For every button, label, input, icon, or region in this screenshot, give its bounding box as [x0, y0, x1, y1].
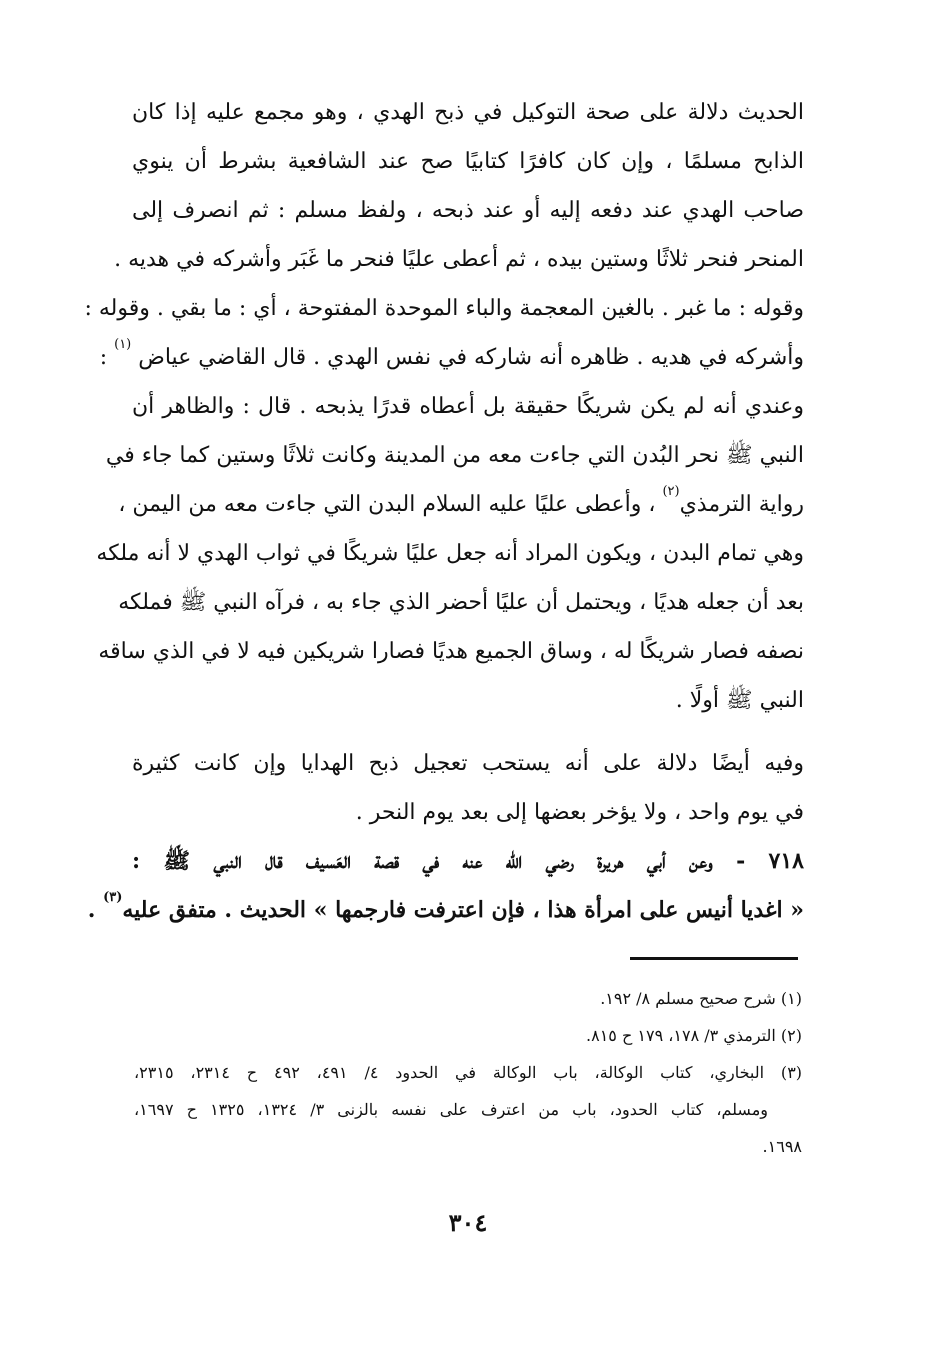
text-line: نصفه فصار شريكًا له ، وساق الجميع هديًا فصارا شريكين فيه لا في الذي ساقه: [98, 639, 804, 664]
text-line: وعندي أنه لم يكن شريكًا حقيقة بل أعطاه قدرًا يذبحه . قال : والظاهر أن: [132, 394, 804, 419]
colon-mark: :: [99, 345, 108, 370]
text-line: وقوله : ما غبر . بالغين المعجمة والباء الموحدة المفتوحة ، أي : ما بقي . وقوله :: [84, 296, 804, 321]
footnote-3-end: ١٦٩٨.: [762, 1137, 802, 1156]
text-line: الحديث دلالة على صحة التوكيل في ذبح الهدي ، وهو مجمع عليه إذا كان: [132, 100, 804, 125]
text-line: النبي ﷺ نحر البُدن التي جاءت معه من المدينة وكانت ثلاثًا وستين كما جاء في: [105, 443, 804, 468]
footnote-3: (٣) البخاري، كتاب الوكالة، باب الوكالة في الحدود ٤/ ٤٩١، ٤٩٢ ح ٢٣١٤، ٢٣١٥،: [134, 1063, 803, 1082]
footnote-marker-1: (١): [114, 336, 132, 352]
page-number: ٣٠٤: [448, 1208, 488, 1237]
text-segment: رواية الترمذي: [679, 492, 804, 517]
text-segment: وأشركه في هديه . ظاهره أنه شاركه في نفس الهدي . قال القاضي عياض: [138, 345, 804, 370]
text-line: في يوم واحد ، ولا يؤخر بعضها إلى بعد يوم النحر .: [355, 800, 804, 825]
text-segment: ، وأعطى عليًا عليه السلام البدن التي جاءت معه من اليمن ،: [118, 492, 656, 517]
footnote-marker-2: (٢): [662, 483, 680, 499]
footnotes: [134, 980, 802, 1165]
text-line: المنحر فنحر ثلاثًا وستين بيده ، ثم أعطى عليًا فنحر ما غَبَر وأشركه في هديه .: [114, 247, 804, 272]
footnote-3-continued: ومسلم، كتاب الحدود، باب من اعترف على نفسه بالزنى ٣/ ١٣٢٤، ١٣٢٥ ح ١٦٩٧،: [134, 1100, 768, 1119]
text-line: وفيه أيضًا دلالة على أنه يستحب تعجيل ذبح الهدايا وإن كانت كثيرة: [132, 751, 804, 776]
text-line: الذابح مسلمًا ، وإن كان كافرًا كتابيًا صح عند الشافعية بشرط أن ينوي: [132, 149, 804, 174]
footnote-marker-3: (٣): [103, 889, 123, 905]
hadith-heading: ٧١٨ - وعن أبي هريرة رضي الله عنه في قصة العَسيف قال النبي ﷺ :: [132, 848, 804, 874]
footnote-divider: [630, 957, 798, 960]
text-line: النبي ﷺ أولًا .: [675, 688, 804, 713]
text-line: صاحب الهدي عند دفعه إليه أو عند ذبحه ، ولفظ مسلم : ثم انصرف إلى: [132, 198, 804, 223]
footnote-1: (١) شرح صحيح مسلم ٨/ ١٩٢.: [600, 989, 802, 1008]
text-line: [99, 333, 804, 382]
text-segment: « اغديا أنيس على امرأة هذا ، فإن اعترفت فارجمها » الحديث . متفق عليه: [122, 897, 804, 923]
text-line: [118, 480, 804, 529]
main-text: [84, 88, 804, 935]
footnote-2: (٢) الترمذي ٣/ ١٧٨، ١٧٩ ح ٨١٥.: [586, 1026, 802, 1045]
hadith-text: « اغديا أنيس على امرأة هذا ، فإن اعترفت فارجمها » الحديث . متفق عليه$^{(٣)}$ .: [87, 889, 804, 923]
text-line: وهي تمام البدن ، ويكون المراد أنه جعل عليًا شريكًا في ثواب الهدي لا أنه ملكه: [96, 541, 804, 566]
text-line: بعد أن جعله هديًا ، ويحتمل أن عليًا أحضر الذي جاء به ، فرآه النبي ﷺ فملكه: [118, 590, 804, 615]
